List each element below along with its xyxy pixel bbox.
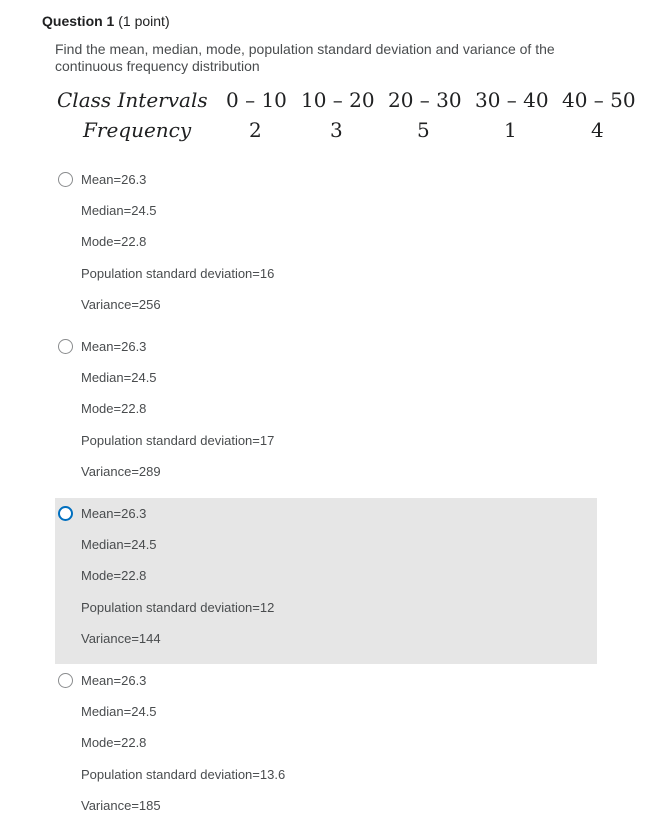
interval-cell: 10 – 20 <box>301 88 375 112</box>
option-variance: Variance=185 <box>81 798 161 813</box>
interval-cell: 30 – 40 <box>475 88 549 112</box>
radio-button[interactable] <box>58 172 73 187</box>
radio-button[interactable] <box>58 506 73 521</box>
class-intervals-label: Class Intervals <box>57 88 208 112</box>
frequency-cell: 3 <box>330 118 343 142</box>
answer-option-3[interactable] <box>55 498 597 664</box>
interval-cell: 0 – 10 <box>226 88 287 112</box>
option-standard-deviation: Population standard deviation=12 <box>81 600 275 615</box>
option-variance: Variance=289 <box>81 464 161 479</box>
option-mean: Mean=26.3 <box>81 339 147 354</box>
option-variance: Variance=144 <box>81 631 161 646</box>
answer-option-1[interactable] <box>55 164 597 330</box>
option-variance: Variance=256 <box>81 297 161 312</box>
answer-option-4[interactable] <box>55 665 597 831</box>
radio-button[interactable] <box>58 673 73 688</box>
option-mean: Mean=26.3 <box>81 172 147 187</box>
option-standard-deviation: Population standard deviation=13.6 <box>81 767 286 782</box>
question-title: Question 1 <box>42 13 115 29</box>
question-header <box>42 13 170 29</box>
option-mode: Mode=22.8 <box>81 735 147 750</box>
option-median: Median=24.5 <box>81 704 157 719</box>
frequency-cell: 5 <box>417 118 430 142</box>
frequency-label: Frequency <box>83 118 192 142</box>
frequency-cell: 4 <box>591 118 604 142</box>
interval-cell: 40 – 50 <box>562 88 636 112</box>
radio-button[interactable] <box>58 339 73 354</box>
option-standard-deviation: Population standard deviation=16 <box>81 266 275 281</box>
interval-cell: 20 – 30 <box>388 88 462 112</box>
frequency-cell: 1 <box>504 118 517 142</box>
question-points: (1 point) <box>118 13 170 29</box>
frequency-cell: 2 <box>249 118 262 142</box>
option-standard-deviation: Population standard deviation=17 <box>81 433 275 448</box>
option-mean: Mean=26.3 <box>81 506 147 521</box>
question-prompt: Find the mean, median, mode, population standard deviation and variance of the continuous frequency distribution <box>55 41 555 74</box>
option-mode: Mode=22.8 <box>81 568 147 583</box>
answer-option-2[interactable] <box>55 331 597 497</box>
option-median: Median=24.5 <box>81 537 157 552</box>
option-median: Median=24.5 <box>81 370 157 385</box>
option-mean: Mean=26.3 <box>81 673 147 688</box>
option-mode: Mode=22.8 <box>81 401 147 416</box>
option-mode: Mode=22.8 <box>81 234 147 249</box>
option-median: Median=24.5 <box>81 203 157 218</box>
